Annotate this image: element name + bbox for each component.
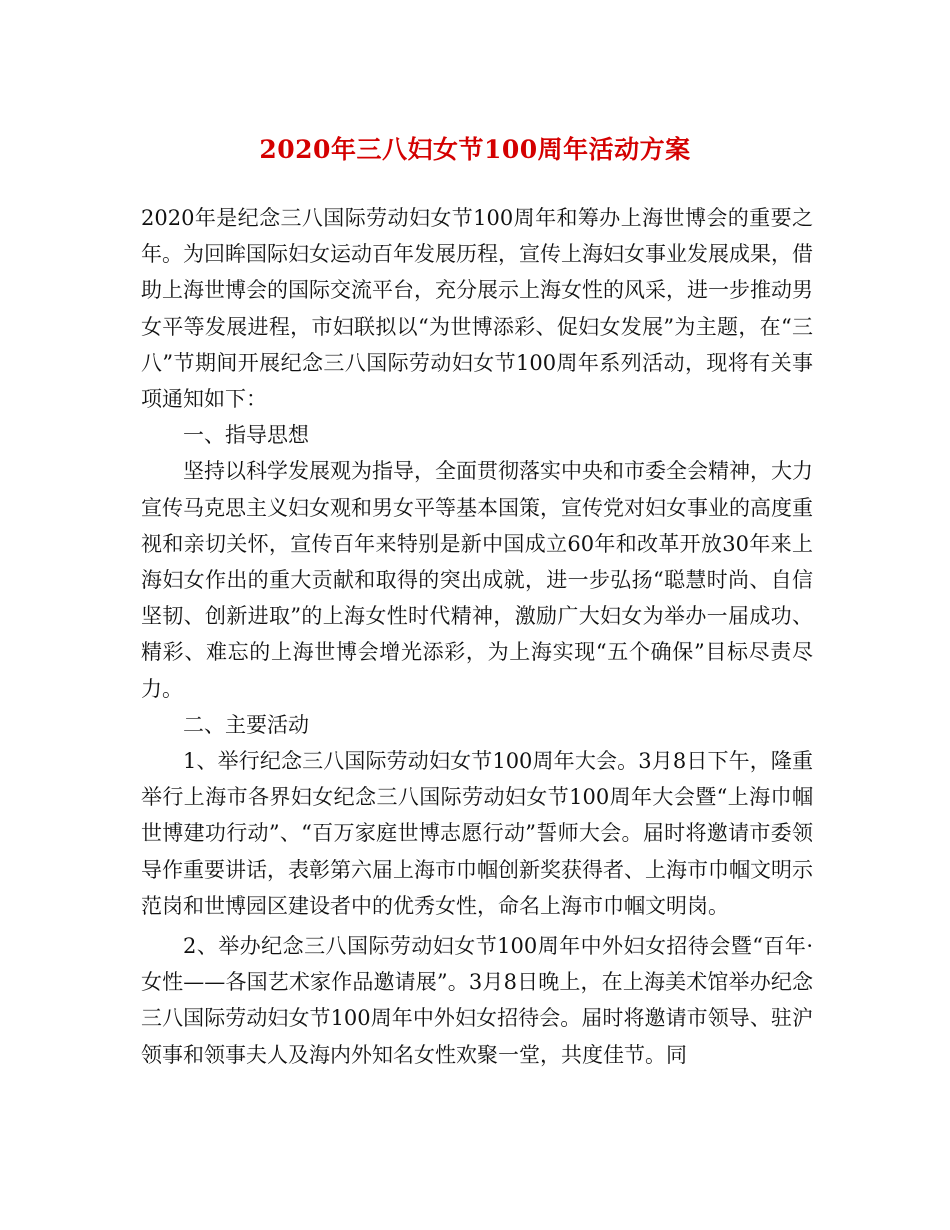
guiding-ideology-paragraph: 坚持以科学发展观为指导，全面贯彻落实中央和市委全会精神，大力宣传马克思主义妇女观和男女平等基本国策，宣传党对妇女事业的高度重视和亲切关怀，宣传百年来特别是新中国成立60年和改革开放30年来上海妇女作出的重大贡献和取得的突出成就，进一步弘扬“聪慧时尚、自信坚韧、创新进取”的上海女性时代精神，激励广大妇女为举办一届成功、精彩、难忘的上海世博会增光添彩，为上海实现“五个确保”目标尽责尽力。 (141, 459, 813, 701)
section-heading-guiding-ideology: 一、指导思想 (183, 423, 309, 448)
activity-2-paragraph: 2、举办纪念三八国际劳动妇女节100周年中外妇女招待会暨“百年·女性——各国艺术家作品邀请展”。3月8日晚上，在上海美术馆举办纪念三八国际劳动妇女节100周年中外妇女招待会。届时将邀请市领导、驻沪领事和领事夫人及海内外知名女性欢聚一堂，共度佳节。同 (141, 934, 813, 1067)
document-title: 2020年三八妇女节100周年活动方案 (259, 135, 691, 164)
document-body (141, 200, 813, 1073)
activity-1-paragraph: 1、举行纪念三八国际劳动妇女节100周年大会。3月8日下午，隆重举行上海市各界妇女纪念三八国际劳动妇女节100周年大会暨“上海巾帼世博建功行动”、“百万家庭世博志愿行动”誓师大会。届时将邀请市委领导作重要讲话，表彰第六届上海市巾帼创新奖获得者、上海市巾帼文明示范岗和世博园区建设者中的优秀女性，命名上海市巾帼文明岗。 (141, 749, 813, 918)
intro-paragraph: 2020年是纪念三八国际劳动妇女节100周年和筹办上海世博会的重要之年。为回眸国际妇女运动百年发展历程，宣传上海妇女事业发展成果，借助上海世博会的国际交流平台，充分展示上海女性的风采，进一步推动男女平等发展进程，市妇联拟以“为世博添彩、促妇女发展”为主题，在“三八”节期间开展纪念三八国际劳动妇女节100周年系列活动，现将有关事项通知如下： (141, 206, 813, 412)
section-heading-main-activities: 二、主要活动 (183, 712, 309, 737)
